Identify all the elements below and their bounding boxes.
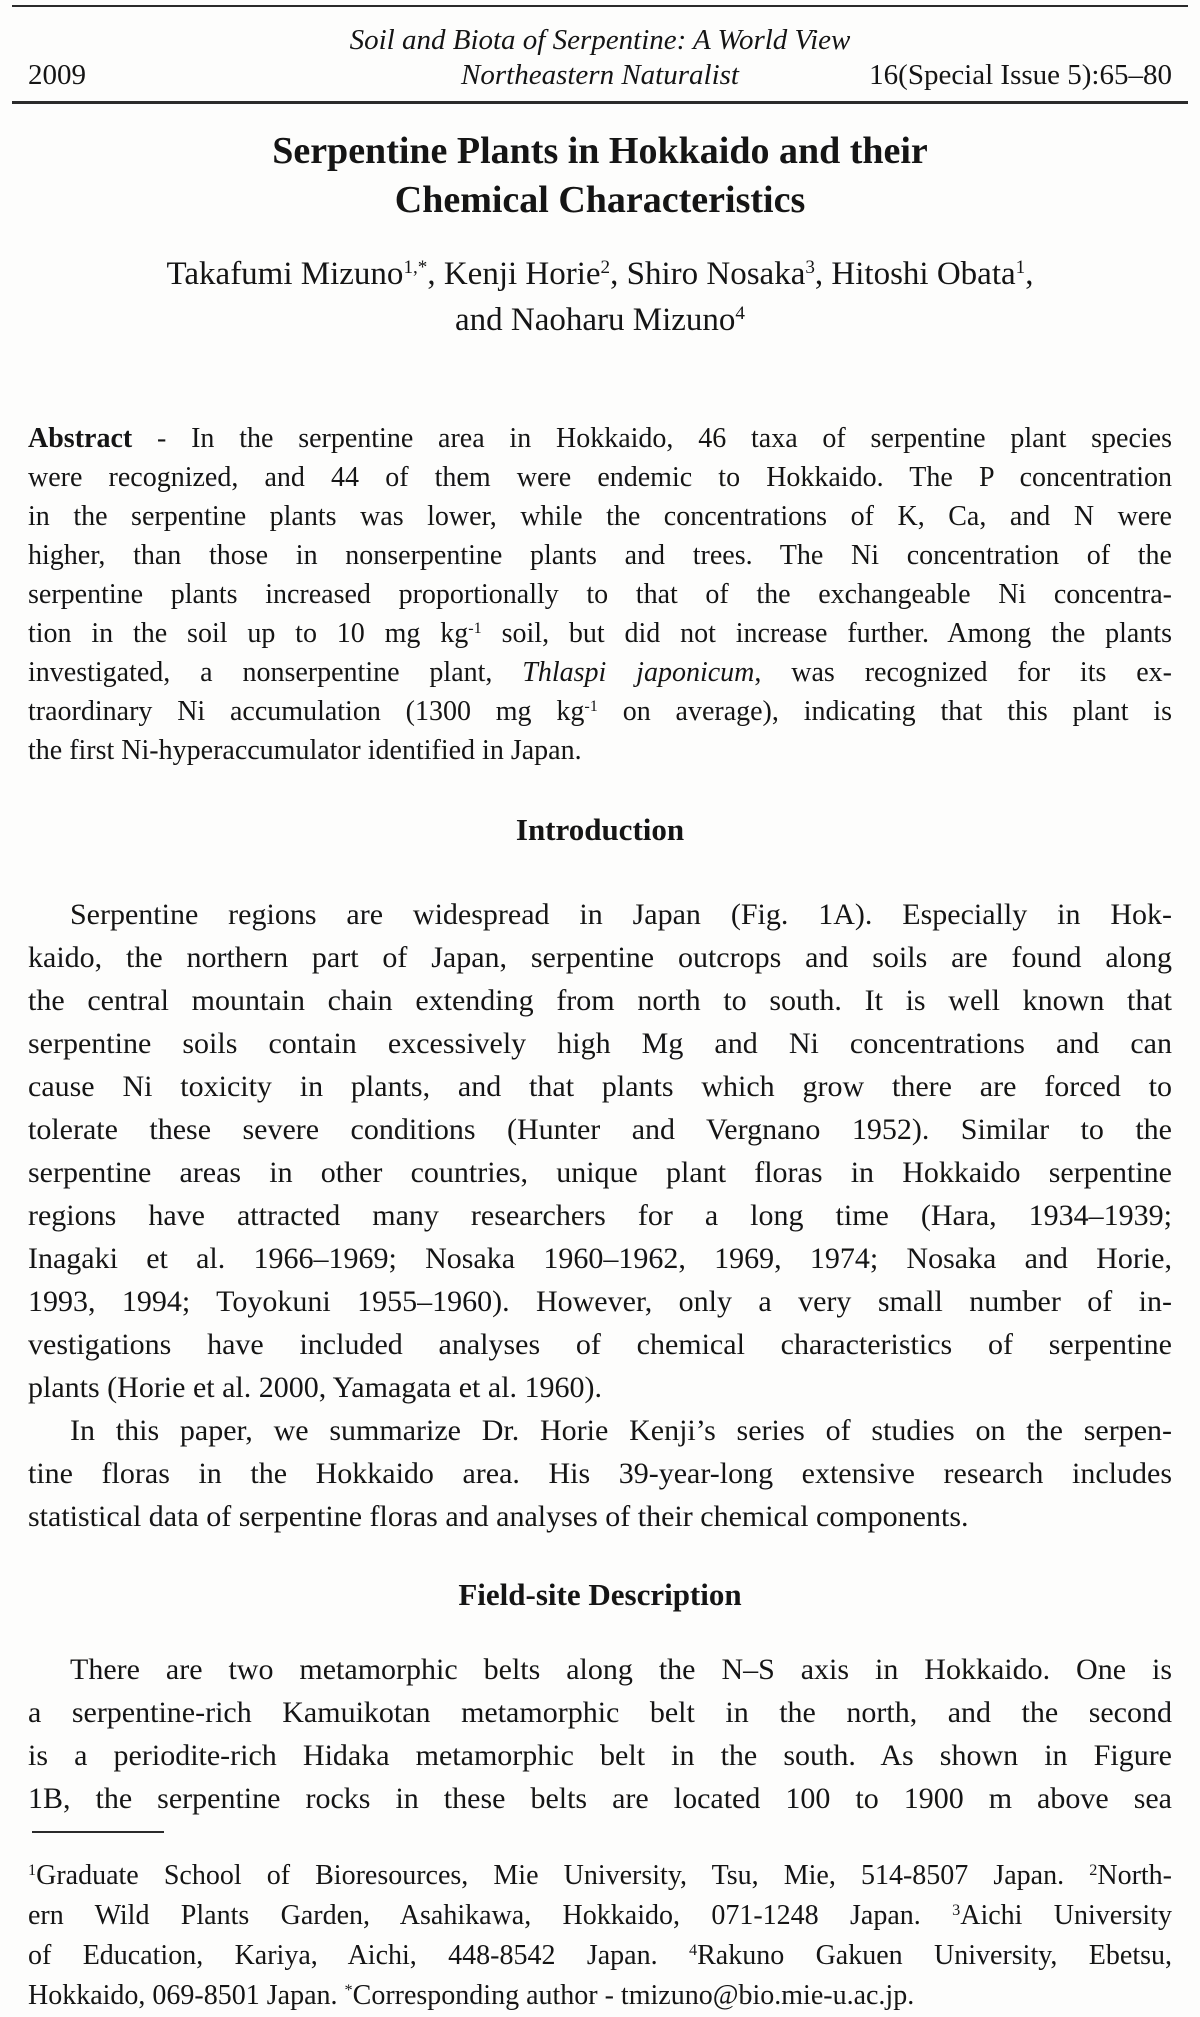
text-line bbox=[28, 1022, 1172, 1065]
text-segment: tion in the soil up to 10 mg kg bbox=[28, 618, 469, 649]
text-segment: In this paper, we summarize Dr. Horie Kenji’s series of studies on the serpen- bbox=[70, 1414, 1172, 1447]
superscript: 4 bbox=[688, 1941, 698, 1960]
text-line bbox=[28, 936, 1172, 979]
text-segment: 1993, 1994; Toyokuni 1955–1960). However, only a very small number of in- bbox=[28, 1285, 1172, 1318]
text-segment: kaido, the northern part of Japan, serpentine outcrops and soils are found along bbox=[28, 941, 1172, 974]
text-segment: Aichi University bbox=[960, 1900, 1172, 1931]
text-segment: - In the serpentine area in Hokkaido, 46 taxa of serpentine plant species bbox=[132, 423, 1172, 454]
section-heading-field-site: Field-site Description bbox=[458, 1577, 742, 1612]
text-line bbox=[28, 575, 1172, 614]
text-segment: vestigations have included analyses of chemical characteristics of serpentine bbox=[28, 1328, 1172, 1361]
text-line bbox=[28, 458, 1172, 497]
superscript: * bbox=[344, 1981, 353, 2000]
text-segment: Thlaspi japonicum bbox=[522, 657, 755, 688]
text-segment: of Education, Kariya, Aichi, 448-8542 Japan. bbox=[28, 1940, 689, 1971]
text-segment: , Kenji Horie bbox=[427, 256, 601, 292]
superscript: 2 bbox=[600, 257, 611, 279]
text-segment: a serpentine-rich Kamuikotan metamorphic belt in the north, and the second bbox=[28, 1696, 1172, 1729]
text-line bbox=[28, 1936, 1172, 1976]
text-line bbox=[0, 251, 1200, 297]
text-segment: Takafumi Mizuno bbox=[166, 256, 404, 292]
abstract-block bbox=[28, 419, 1172, 770]
text-line bbox=[28, 1976, 1172, 2016]
superscript: 3 bbox=[952, 1901, 961, 1920]
text-line bbox=[28, 1065, 1172, 1108]
text-segment: , Shiro Nosaka bbox=[610, 256, 806, 292]
text-segment: statistical data of serpentine floras and analyses of their chemical components. bbox=[28, 1500, 969, 1533]
text-line bbox=[28, 692, 1172, 731]
text-segment: , bbox=[1025, 256, 1034, 292]
header-rule bbox=[12, 101, 1188, 104]
footnote-separator bbox=[32, 1831, 164, 1833]
text-line bbox=[28, 1194, 1172, 1237]
text-segment: soil, but did not increase further. Among the plants bbox=[481, 618, 1172, 649]
text-segment: Corresponding author - tmizuno@bio.mie-u.ac.jp. bbox=[352, 1980, 915, 2011]
text-segment: There are two metamorphic belts along the N–S axis in Hokkaido. One is bbox=[70, 1653, 1172, 1686]
text-segment: cause Ni toxicity in plants, and that plants which grow there are forced to bbox=[28, 1070, 1172, 1103]
book-title: Soil and Biota of Serpentine: A World View bbox=[349, 24, 851, 56]
year-label: 2009 bbox=[28, 59, 86, 91]
text-line bbox=[28, 1856, 1172, 1896]
superscript: 1,* bbox=[403, 257, 428, 279]
superscript: 2 bbox=[1089, 1861, 1098, 1880]
text-line bbox=[28, 1409, 1172, 1452]
text-line bbox=[28, 1452, 1172, 1495]
text-line bbox=[28, 614, 1172, 653]
footnote-block bbox=[28, 1856, 1172, 2016]
authors-block bbox=[0, 251, 1200, 343]
text-line bbox=[28, 419, 1172, 458]
article-title bbox=[0, 127, 1200, 225]
superscript: 3 bbox=[805, 257, 815, 279]
superscript: 4 bbox=[735, 303, 745, 325]
text-segment: investigated, a nonserpentine plant, bbox=[28, 657, 523, 688]
text-segment: Serpentine regions are widespread in Japan (Fig. 1A). Especially in Hok- bbox=[70, 898, 1172, 931]
text-line bbox=[28, 1648, 1172, 1691]
text-segment: traordinary Ni accumulation (1300 mg kg bbox=[28, 696, 585, 727]
text-line bbox=[28, 653, 1172, 692]
section-heading-introduction: Introduction bbox=[515, 812, 685, 847]
text-line bbox=[28, 893, 1172, 936]
text-line bbox=[28, 1691, 1172, 1734]
text-segment: serpentine soils contain excessively high Mg and Ni concentrations and can bbox=[28, 1027, 1172, 1060]
text-segment: serpentine areas in other countries, unique plant floras in Hokkaido serpentine bbox=[28, 1156, 1172, 1189]
text-line bbox=[28, 1366, 1172, 1409]
text-segment: , was recognized for its ex- bbox=[754, 657, 1173, 688]
superscript: 1 bbox=[1015, 257, 1026, 279]
text-segment: Hokkaido, 069-8501 Japan. bbox=[28, 1980, 345, 2011]
introduction-paragraph-1 bbox=[28, 893, 1172, 1409]
text-segment: ern Wild Plants Garden, Asahikawa, Hokkaido, 071-1248 Japan. bbox=[28, 1900, 953, 1931]
text-segment: the first Ni-hyperaccumulator identified in Japan. bbox=[28, 735, 582, 766]
text-segment: regions have attracted many researchers for a long time (Hara, 1934–1939; bbox=[28, 1199, 1172, 1232]
text-segment: , Hitoshi Obata bbox=[814, 256, 1016, 292]
text-line bbox=[28, 1323, 1172, 1366]
text-line bbox=[28, 1151, 1172, 1194]
issue-citation: 16(Special Issue 5):65–80 bbox=[869, 59, 1172, 91]
text-segment: were recognized, and 44 of them were endemic to Hokkaido. The P concentration bbox=[28, 462, 1172, 493]
field-site-paragraph-1 bbox=[28, 1648, 1172, 1820]
text-line bbox=[28, 497, 1172, 536]
text-segment: tolerate these severe conditions (Hunter and Vergnano 1952). Similar to the bbox=[28, 1113, 1172, 1146]
text-line bbox=[28, 1108, 1172, 1151]
superscript: -1 bbox=[584, 697, 598, 716]
superscript: 1 bbox=[28, 1861, 37, 1880]
text-segment: North- bbox=[1097, 1860, 1172, 1891]
text-line bbox=[28, 731, 1172, 770]
text-segment: 1B, the serpentine rocks in these belts are located 100 to 1900 m above sea bbox=[28, 1782, 1172, 1815]
text-segment: serpentine plants increased proportionally to that of the exchangeable Ni concentra- bbox=[28, 579, 1172, 610]
article-title-line-1: Serpentine Plants in Hokkaido and their bbox=[272, 130, 928, 172]
text-line bbox=[0, 297, 1200, 343]
text-line bbox=[28, 1280, 1172, 1323]
text-segment: Abstract bbox=[28, 423, 133, 454]
journal-header bbox=[28, 23, 1172, 93]
top-rule bbox=[12, 5, 1188, 7]
journal-name: Northeastern Naturalist bbox=[461, 59, 739, 91]
text-segment: the central mountain chain extending from north to south. It is well known that bbox=[28, 984, 1172, 1017]
text-segment: Inagaki et al. 1966–1969; Nosaka 1960–1962, 1969, 1974; Nosaka and Horie, bbox=[28, 1242, 1172, 1275]
text-segment: is a periodite-rich Hidaka metamorphic belt in the south. As shown in Figure bbox=[28, 1739, 1172, 1772]
text-line bbox=[28, 536, 1172, 575]
text-line bbox=[28, 1734, 1172, 1777]
text-line bbox=[28, 1237, 1172, 1280]
introduction-paragraph-2 bbox=[28, 1409, 1172, 1538]
journal-header-row bbox=[28, 58, 1172, 93]
article-title-line-2: Chemical Characteristics bbox=[394, 179, 806, 221]
text-line bbox=[28, 1777, 1172, 1820]
superscript: -1 bbox=[468, 619, 482, 638]
text-segment: plants (Horie et al. 2000, Yamagata et al. 1960). bbox=[28, 1371, 603, 1404]
text-segment: Graduate School of Bioresources, Mie University, Tsu, Mie, 514-8507 Japan. bbox=[36, 1860, 1090, 1891]
text-segment: higher, than those in nonserpentine plants and trees. The Ni concentration of the bbox=[28, 540, 1172, 571]
text-segment: on average), indicating that this plant is bbox=[597, 696, 1173, 727]
text-line bbox=[28, 1896, 1172, 1936]
text-segment: and Naoharu Mizuno bbox=[455, 302, 736, 338]
text-segment: tine floras in the Hokkaido area. His 39-year-long extensive research includes bbox=[28, 1457, 1172, 1490]
text-line bbox=[28, 979, 1172, 1022]
text-line bbox=[28, 1495, 1172, 1538]
text-segment: in the serpentine plants was lower, while the concentrations of K, Ca, and N were bbox=[28, 501, 1172, 532]
text-segment: Rakuno Gakuen University, Ebetsu, bbox=[697, 1940, 1172, 1971]
